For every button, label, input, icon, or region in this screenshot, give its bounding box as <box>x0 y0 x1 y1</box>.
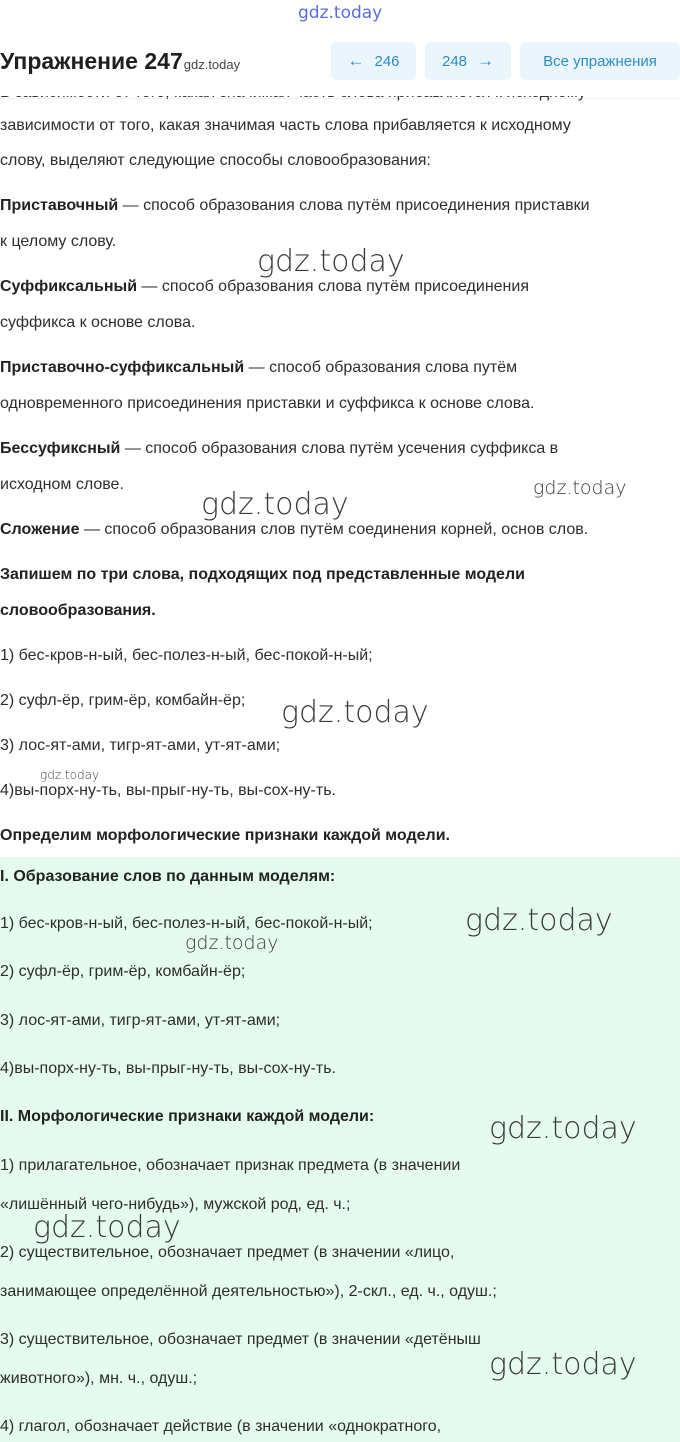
task-heading-morph: Определим морфологические признаки каждой модели. <box>0 827 450 844</box>
morph-line: занимающее определённой деятельностью»), 2-скл., ед. ч., одуш.; <box>0 1283 497 1300</box>
theory-item-prefix-suffix <box>0 359 517 377</box>
answer-section-2-title: II. Морфологические признаки каждой модели: <box>0 1108 375 1125</box>
watermark: gdz.today <box>489 1111 637 1146</box>
theory-def-cont: суффикса к основе слова. <box>0 314 196 331</box>
watermark: gdz.today <box>257 244 405 279</box>
title-watermark: gdz.today <box>183 57 241 72</box>
theory-def-cont: исходном слове. <box>0 476 124 493</box>
morph-line: 3) существительное, обозначает предмет (в значении «детёныш <box>0 1331 481 1348</box>
theory-term: Приставочно-суффиксальный <box>0 359 245 376</box>
exercise-header <box>0 34 680 99</box>
morph-line: 1) прилагательное, обозначает признак предмета (в значении <box>0 1157 461 1174</box>
brand-logo[interactable]: gdz.today <box>298 3 383 23</box>
arrow-right-icon: → <box>477 51 495 70</box>
watermark: gdz.today <box>533 477 627 499</box>
theory-term: Сложение <box>0 521 80 538</box>
task-heading-cont: словообразования. <box>0 602 156 619</box>
task-list-item: 1) бес-кров-н-ый, бес-полез-н-ый, бес-покой-н-ый; <box>0 647 373 664</box>
watermark: gdz.today <box>281 695 429 730</box>
answer-list-item: 4)вы-порх-ну-ть, вы-прыг-ну-ть, вы-сох-ну-ть. <box>0 1060 336 1077</box>
theory-item-compound <box>0 521 588 539</box>
theory-def-cont: одновременного присоединения приставки и суффикса к основе слова. <box>0 395 535 412</box>
watermark: gdz.today <box>201 487 349 522</box>
watermark: gdz.today <box>465 903 613 938</box>
theory-def-cont: к целому слову. <box>0 233 117 250</box>
task-list-item: 3) лос-ят-ами, тигр-ят-ами, ут-ят-ами; <box>0 737 281 754</box>
theory-term: Бессуфиксный <box>0 440 121 457</box>
task-heading: Запишем по три слова, подходящих под представленные модели <box>0 566 525 583</box>
theory-term: Суффиксальный <box>0 278 138 295</box>
next-exercise-button[interactable] <box>425 42 511 80</box>
theory-def: — способ образования слов путём соединения корней, основ слов. <box>79 521 589 538</box>
morph-line: животного»), мн. ч., одуш.; <box>0 1370 198 1387</box>
theory-intro-1: зависимости от того, какая значимая часть слова прибавляется к исходному <box>0 117 571 134</box>
task-list-item: 2) суфл-ёр, грим-ёр, комбайн-ёр; <box>0 692 246 709</box>
arrow-left-icon: ← <box>347 51 365 70</box>
theory-term: Приставочный <box>0 197 119 214</box>
prev-exercise-label: 246 <box>374 52 400 70</box>
theory-def: — способ образования слова путём присоединения приставки <box>118 197 590 214</box>
watermark: gdz.today <box>33 1210 181 1245</box>
task-list-item: 4)вы-порх-ну-ть, вы-прыг-ну-ть, вы-сох-ну-ть. <box>0 782 336 799</box>
morph-line: 4) глагол, обозначает действие (в значении «однократного, <box>0 1418 442 1435</box>
answer-section-1-title: I. Образование слов по данным моделям: <box>0 868 336 885</box>
theory-intro-2: слову, выделяют следующие способы словообразования: <box>0 152 431 169</box>
all-exercises-button[interactable] <box>520 42 680 80</box>
answer-list-item: 1) бес-кров-н-ый, бес-полез-н-ый, бес-покой-н-ый; <box>0 915 373 932</box>
watermark: gdz.today <box>40 768 100 782</box>
watermark: gdz.today <box>185 932 279 954</box>
prev-exercise-button[interactable] <box>331 42 416 80</box>
theory-item-nonsuffix <box>0 440 558 458</box>
answer-list-item: 3) лос-ят-ами, тигр-ят-ами, ут-ят-ами; <box>0 1012 281 1029</box>
page-title <box>0 48 240 75</box>
next-exercise-label: 248 <box>441 52 468 70</box>
theory-def: — способ образования слова путём присоединения <box>137 278 529 295</box>
theory-def: — способ образования слова путём <box>244 359 518 376</box>
page-title-text: Упражнение 247 <box>0 48 183 74</box>
all-exercises-label: Все упражнения <box>543 52 657 70</box>
theory-item-suffix <box>0 278 529 296</box>
theory-def: — способ образования слова путём усечения суффикса в <box>120 440 559 457</box>
theory-item-prefix <box>0 197 590 215</box>
morph-line: «лишённый чего-нибудь»), мужской род, ед. ч.; <box>0 1196 351 1213</box>
morph-line: 2) существительное, обозначает предмет (в значении «лицо, <box>0 1244 455 1261</box>
answer-list-item: 2) суфл-ёр, грим-ёр, комбайн-ёр; <box>0 963 246 980</box>
watermark: gdz.today <box>489 1347 637 1382</box>
